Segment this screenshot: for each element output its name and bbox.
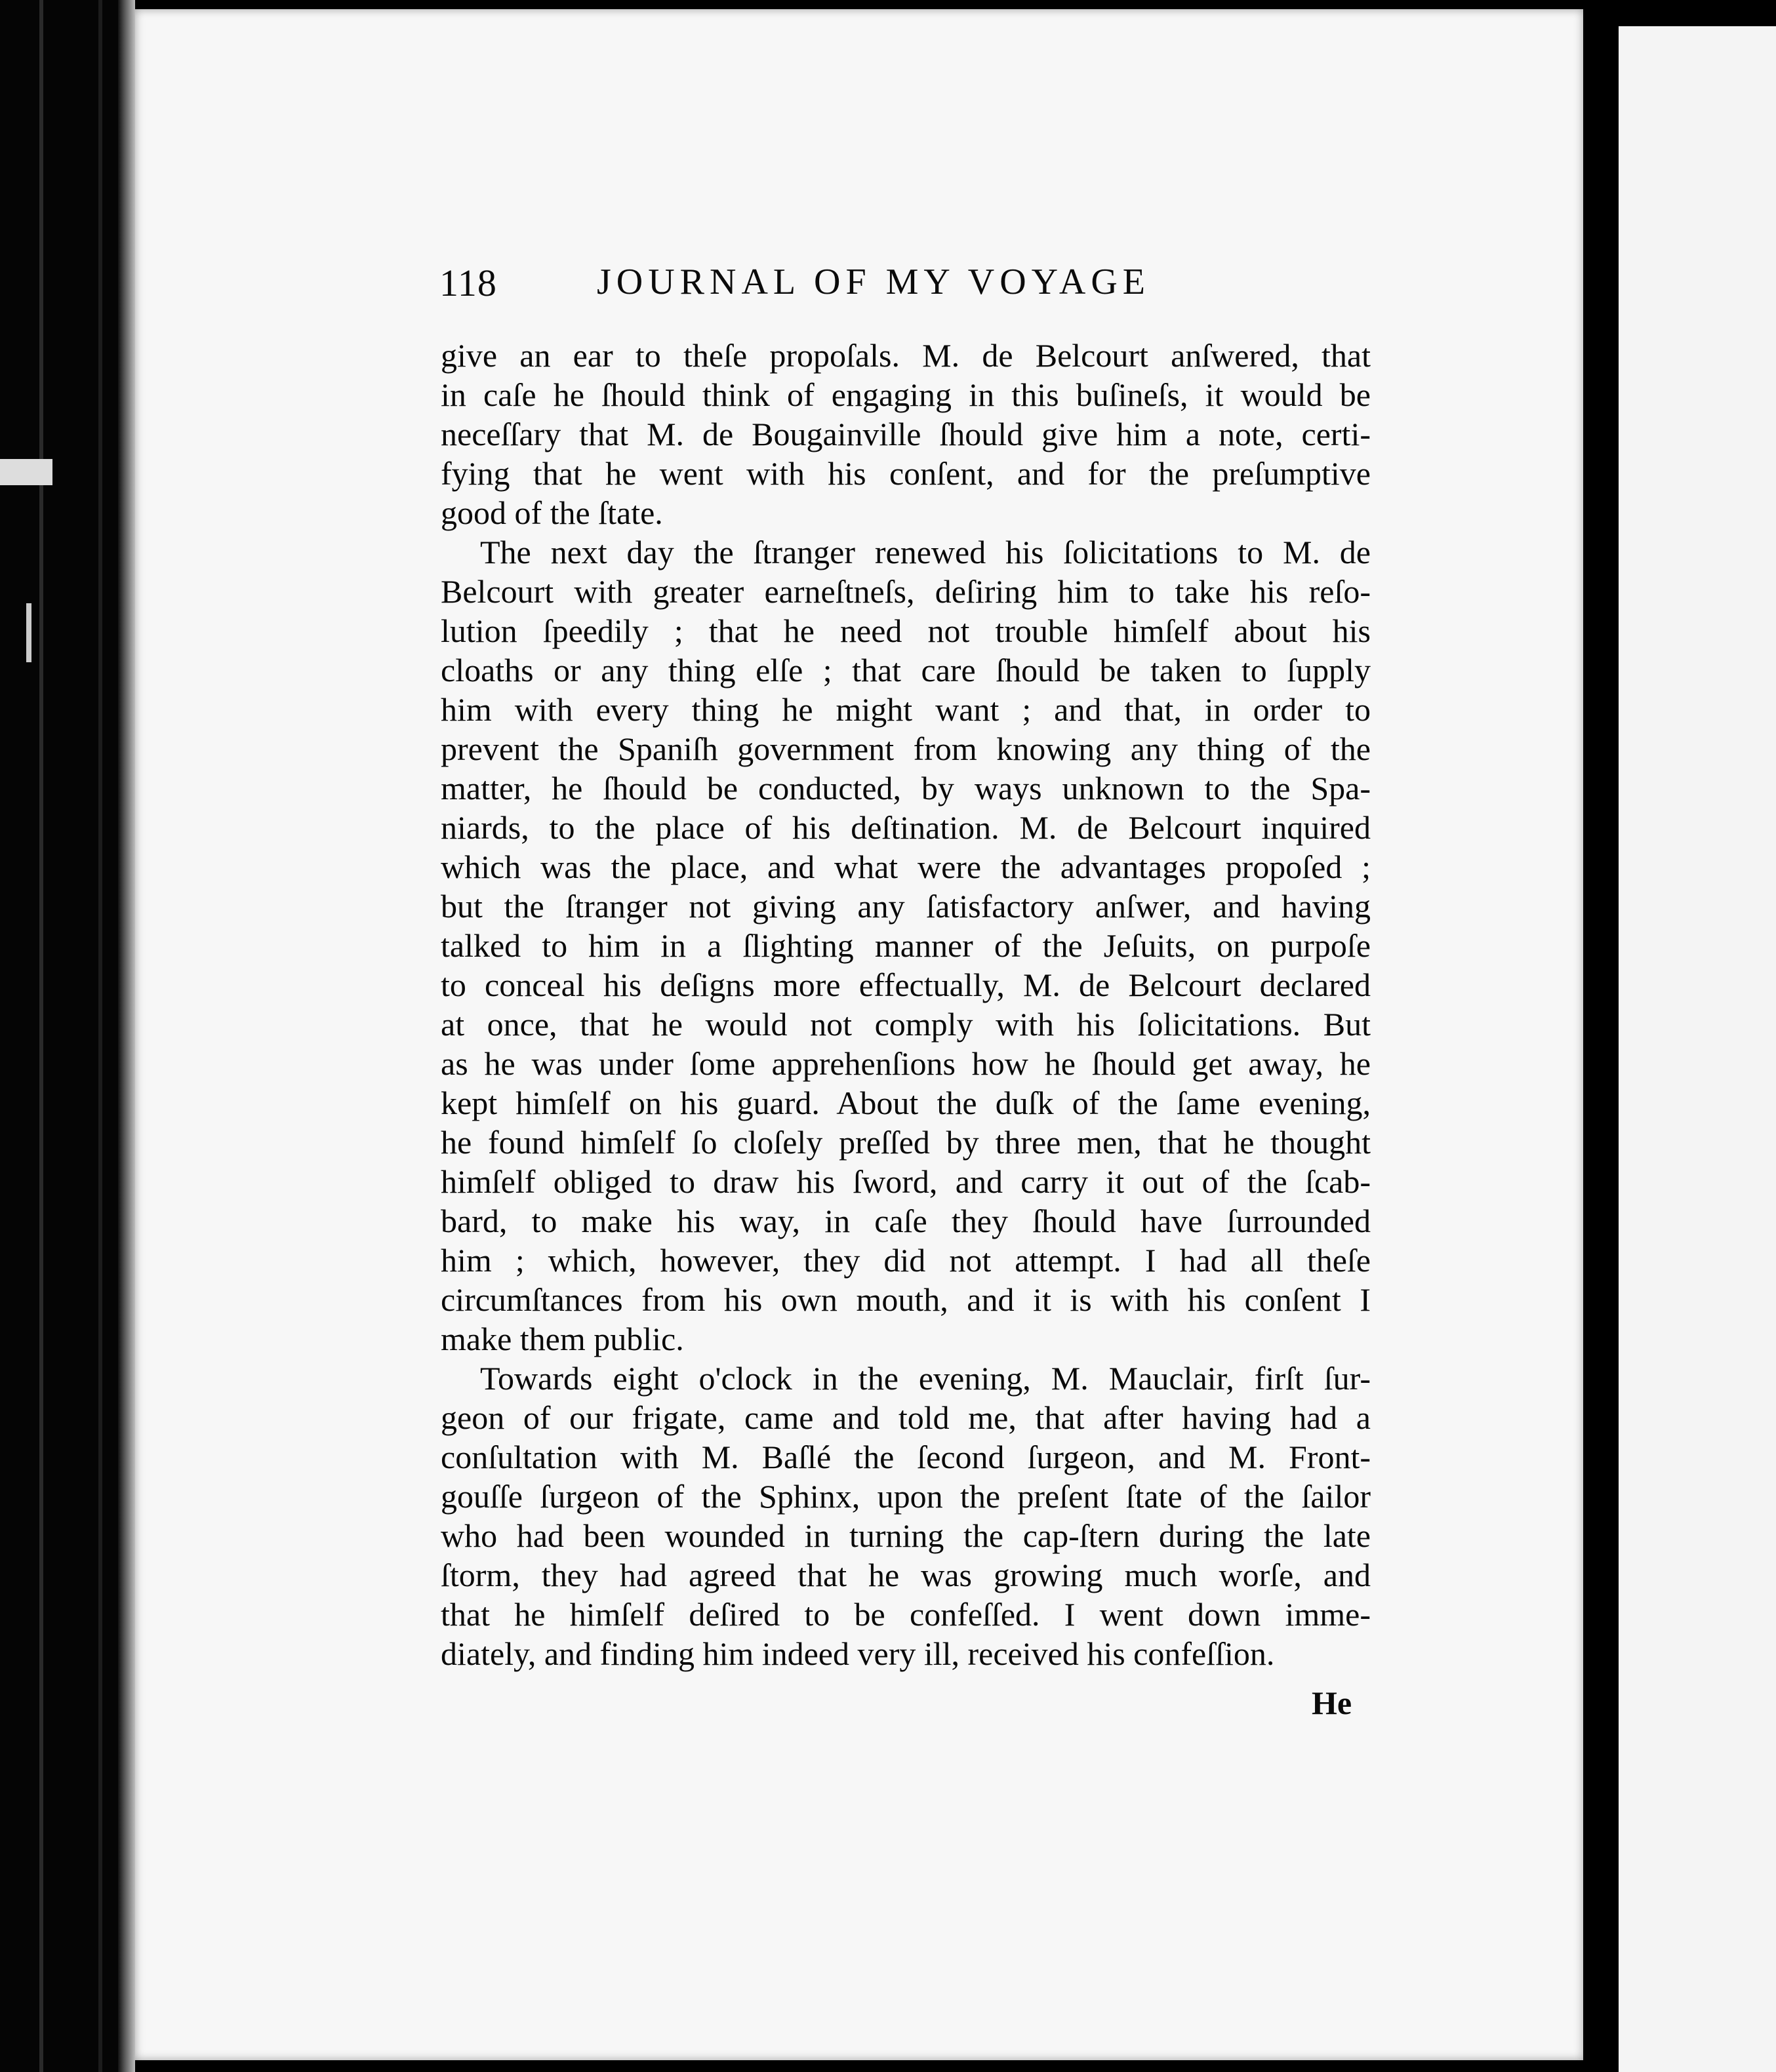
book-binding (0, 0, 131, 2072)
text-line: him ; which, however, they did not attempt. I had all theſe (441, 1242, 1371, 1279)
text-line: matter, he ſhould be conducted, by ways unknown to the Spa- (441, 770, 1371, 807)
facing-page (1619, 26, 1776, 2072)
text-line: that he himſelf deſired to be confeſſed. I went down imme- (441, 1596, 1371, 1633)
text-line: him with every thing he might want ; and that, in order to (441, 691, 1371, 728)
page-gap (1583, 0, 1619, 2072)
text-line: Towards eight o'clock in the evening, M. Mauclair, firſt ſur- (480, 1360, 1371, 1397)
text-line: niards, to the place of his deſtination. M. de Belcourt inquired (441, 809, 1371, 846)
text-line: diately, and finding him indeed very ill, received his confeſſion. (441, 1635, 1275, 1672)
text-line: himſelf obliged to draw his ſword, and carry it out of the ſcab- (441, 1163, 1371, 1200)
text-line: which was the place, and what were the advantages propoſed ; (441, 848, 1371, 885)
text-line: gouſſe ſurgeon of the Sphinx, upon the preſent ſtate of the ſailor (441, 1478, 1371, 1515)
text-line: at once, that he would not comply with his ſolicitations. But (441, 1006, 1371, 1043)
text-line: to conceal his deſigns more effectually, M. de Belcourt declared (441, 966, 1371, 1003)
text-line: as he was under ſome apprehenſions how he ſhould get away, he (441, 1045, 1371, 1082)
catchword: He (1312, 1684, 1352, 1721)
text-line: fying that he went with his conſent, and for the preſumptive (441, 455, 1371, 492)
body-text (441, 336, 1371, 1673)
text-line: kept himſelf on his guard. About the duſk of the ſame evening, (441, 1085, 1371, 1121)
text-line: but the ſtranger not giving any ſatisfactory anſwer, and having (441, 888, 1371, 925)
text-line: ſtorm, they had agreed that he was growing much worſe, and (441, 1557, 1371, 1593)
text-line: who had been wounded in turning the cap-ſtern during the late (441, 1517, 1371, 1554)
page-number: 118 (439, 262, 497, 304)
text-line: circumſtances from his own mouth, and it is with his conſent I (441, 1281, 1371, 1318)
page-edge-shadow (118, 0, 135, 2072)
text-line: The next day the ſtranger renewed his ſolicitations to M. de (480, 534, 1371, 570)
text-line: good of the ſtate. (441, 494, 663, 531)
text-line: neceſſary that M. de Bougainville ſhould give him a note, certi- (441, 416, 1371, 452)
running-title: JOURNAL OF MY VOYAGE (597, 262, 1150, 302)
scan-speck (0, 459, 52, 485)
scan-speck (26, 603, 31, 662)
text-line: make them public. (441, 1321, 684, 1357)
text-line: he found himſelf ſo cloſely preſſed by three men, that he thought (441, 1124, 1371, 1161)
text-line: Belcourt with greater earneſtneſs, deſiring him to take his reſo- (441, 573, 1371, 610)
text-line: geon of our frigate, came and told me, that after having had a (441, 1399, 1371, 1436)
text-line: lution ſpeedily ; that he need not trouble himſelf about his (441, 612, 1371, 649)
text-line: give an ear to theſe propoſals. M. de Belcourt anſwered, that (441, 337, 1371, 374)
text-line: in caſe he ſhould think of engaging in this buſineſs, it would be (441, 376, 1371, 413)
running-head (439, 261, 1226, 313)
text-line: bard, to make his way, in caſe they ſhould have ſurrounded (441, 1203, 1371, 1239)
text-line: prevent the Spaniſh government from knowing any thing of the (441, 730, 1371, 767)
text-line: cloaths or any thing elſe ; that care ſhould be taken to ſupply (441, 652, 1371, 688)
text-line: conſultation with M. Baſlé the ſecond ſurgeon, and M. Front- (441, 1439, 1371, 1475)
binding-streak (98, 0, 102, 2072)
binding-streak (39, 0, 43, 2072)
text-line: talked to him in a ſlighting manner of the Jeſuits, on purpoſe (441, 927, 1371, 964)
